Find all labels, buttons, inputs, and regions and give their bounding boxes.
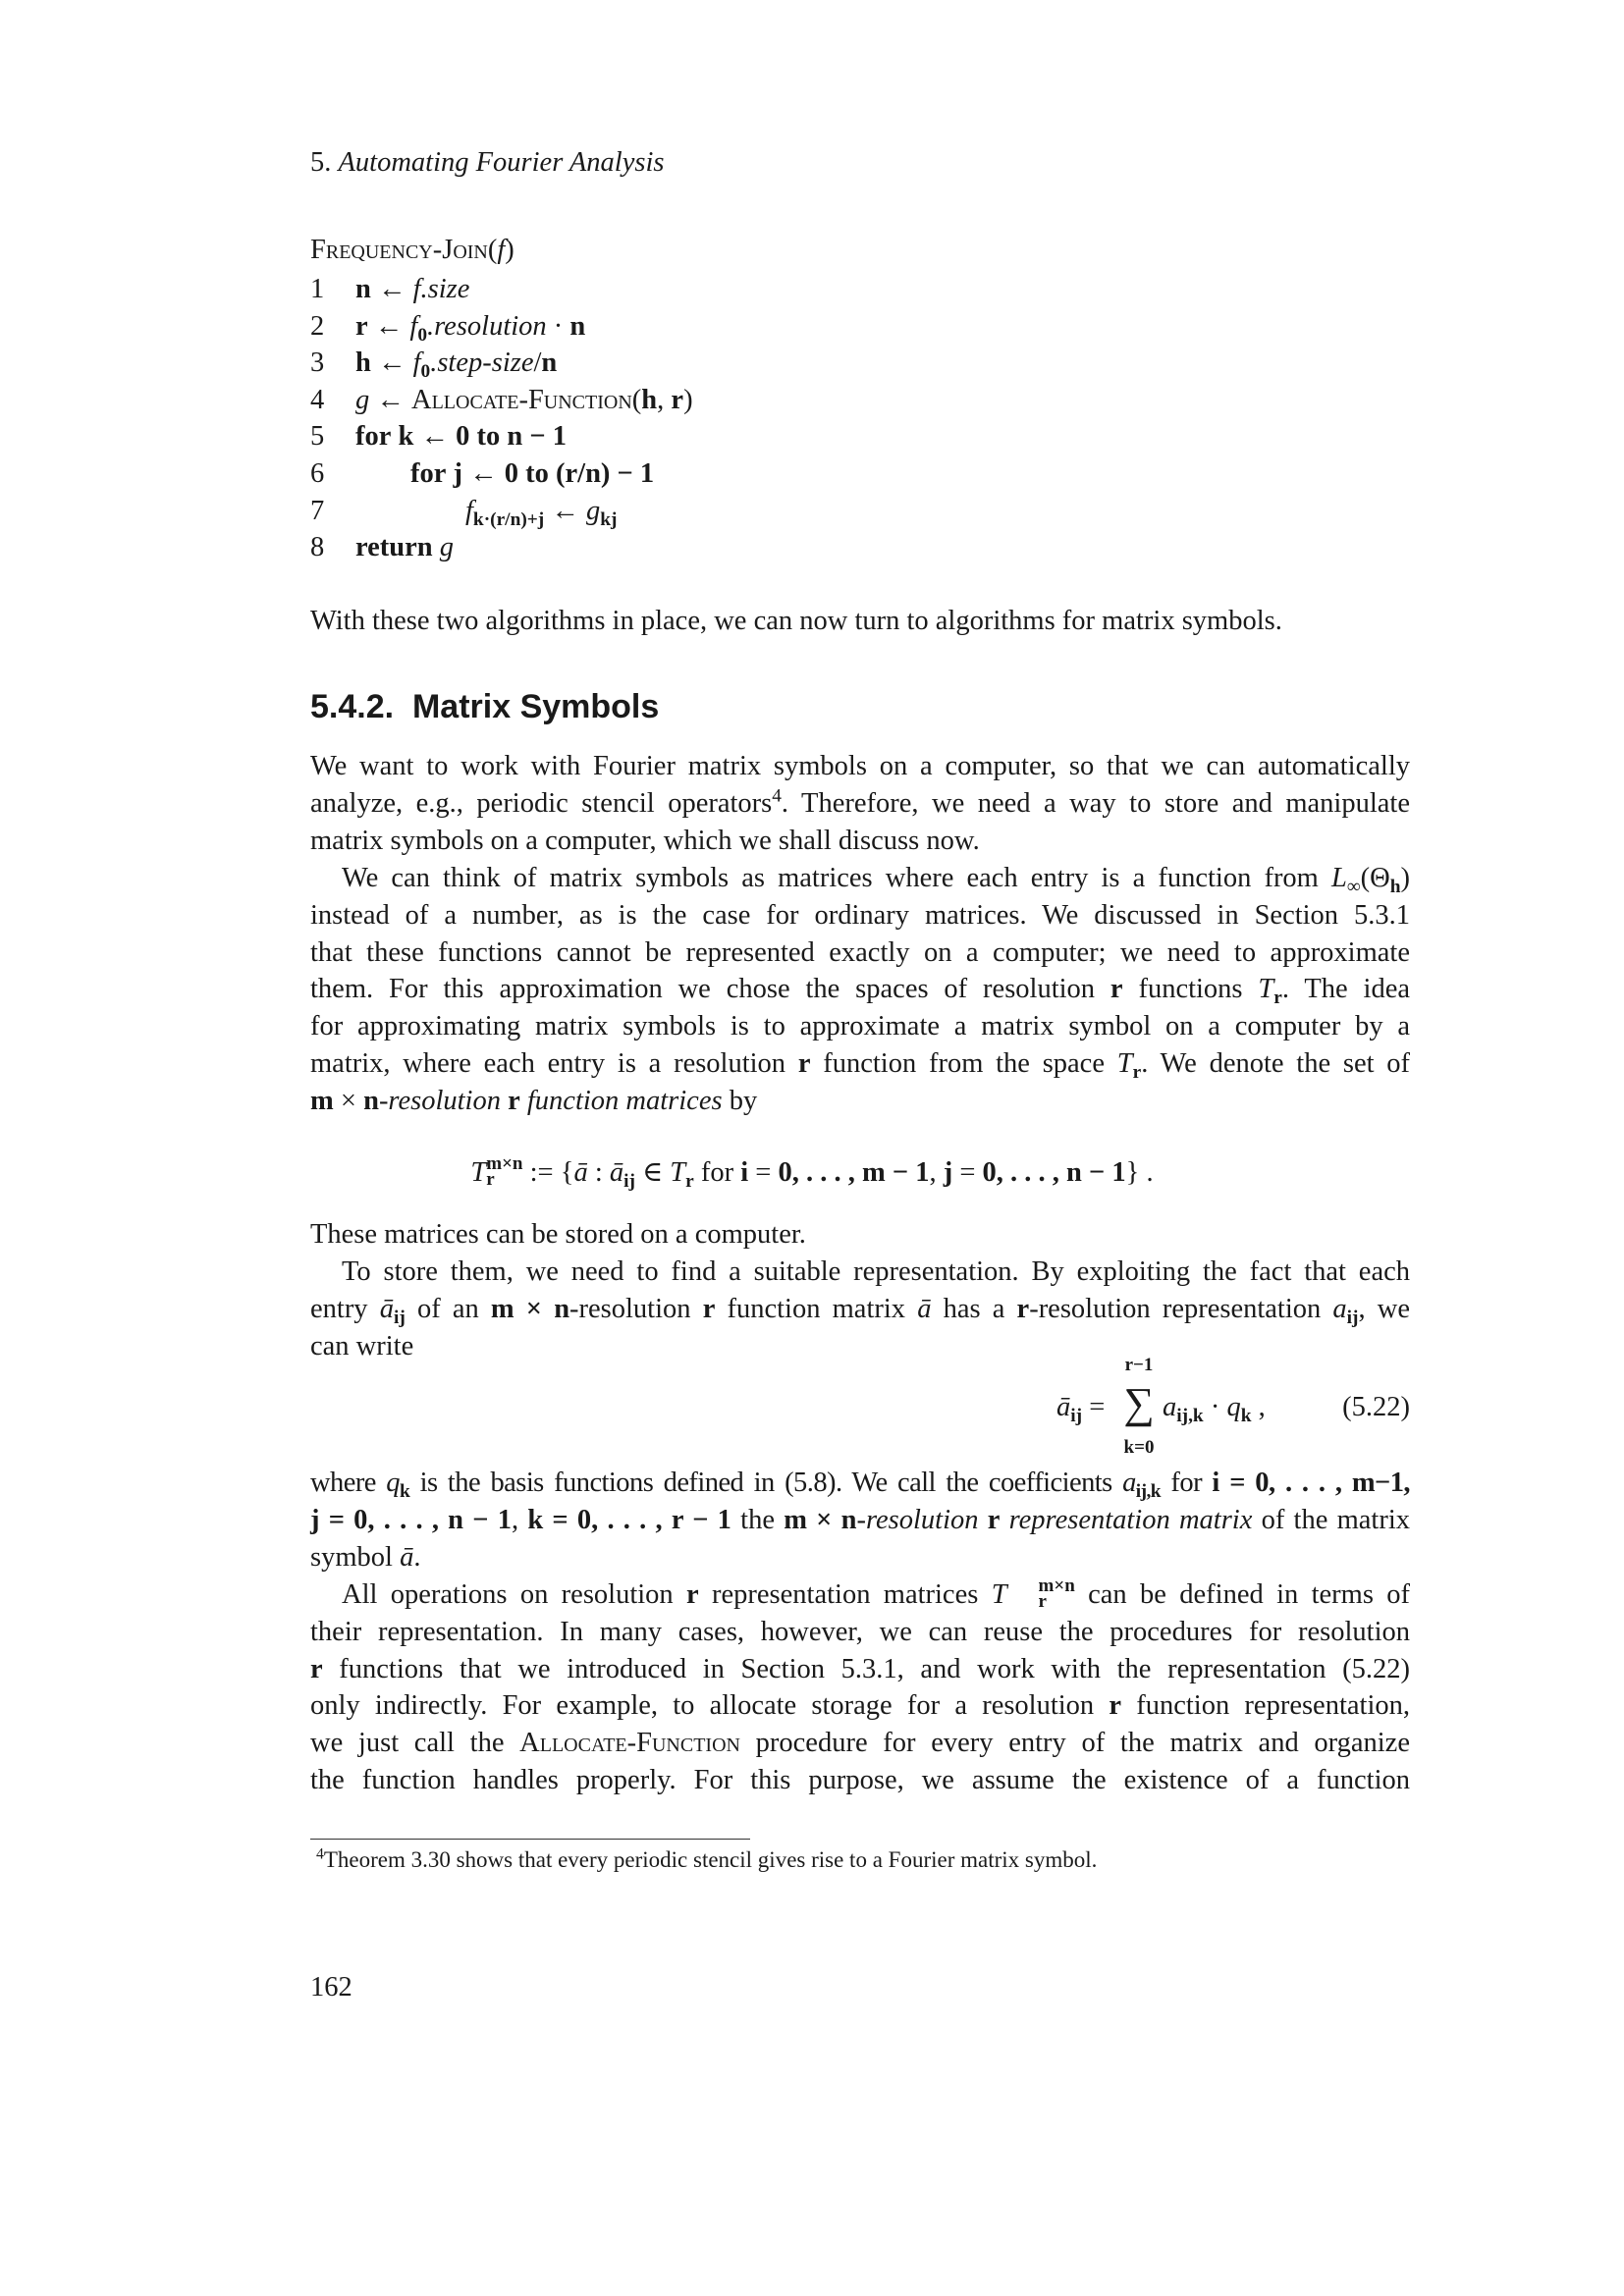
paragraph-2: We can think of matrix symbols as matrices where each entry is a function from $L_\infty(\Theta_h)$ instead of a number, as is the case for ordinary matrices. We discussed in Section 5.3.1 that these functions cannot be represented exactly on a computer; we need to approximate them. For this approximation we chose the spaces of resolution r functions $T_r$. The idea for approximating matrix symbols is to approximate a matrix symbol on a computer by a matrix, where each entry is a resolution r function from the space $T_r$. We denote the set of m × n-resolution r function matrices by — [310, 863, 1411, 1116]
footnote-text: Theorem 3.30 shows that every periodic stencil gives rise to a Fourier matrix symbol. — [323, 1847, 1098, 1872]
chapter-number: 5. — [310, 147, 332, 178]
line-number: 6 — [310, 457, 325, 489]
equation-5-22 — [310, 1355, 1410, 1463]
running-header — [310, 145, 1410, 181]
line-number: 5 — [310, 421, 325, 453]
line-number: 1 — [310, 274, 325, 304]
paragraph-5: where $q_k$ is the basis functions defined in (5.8). We call the coefficients $a_{ij,k}$ for i = 0, . . . , m−1, j = 0, . . . , n − 1, k = 0, . . . , r − 1 the m × n-resolution r representation matrix of the matrix symbol ā. — [310, 1468, 1410, 1573]
algo-line-6: 6 for j ← 0 to (r/n) − 1 — [310, 455, 693, 493]
equation-number: (5.22) — [1342, 1392, 1410, 1422]
footnote-mark: 4 — [772, 785, 782, 807]
section-title: Matrix Symbols — [411, 688, 660, 725]
paragraph-3: These matrices can be stored on a computer. — [310, 1219, 806, 1250]
footnote — [316, 1845, 1097, 1875]
equation-function-matrix-set: T m×n r := {ā : $ā_{ij}$ ∈ $T_r$ for i = 0, . . . , m − 1, j = 0, . . . , n − 1} . — [470, 1153, 1154, 1192]
algo-line-3: 3 h ← $f_0.step-size/n$ — [310, 345, 693, 382]
line-number: 2 — [310, 310, 325, 342]
algo-line-2: 2 r ← $f_0.resolution \cdot n$ — [310, 308, 693, 346]
sum-expression: $ā_{ij}$ = r−1 ∑ k=0 $a_{ij,k} \cdot q_k$ , — [1056, 1355, 1266, 1458]
line-number: 4 — [310, 384, 325, 415]
footnote-number: 4 — [316, 1845, 324, 1863]
paragraph-6: All operations on resolution r representation matrices T m×n r can be defined in terms of their representation. In many cases, however, we can reuse the procedures for resolution r functions that we introduced in Section 5.3.1, and work with the representation (5.22) only indirectly. For example, to allocate storage for a resolution r function representation, we just call the Allocate-Function procedure for every entry of the matrix and organize the function handles properly. For this purpose, we assume the existence of a function — [310, 1575, 1410, 1795]
paragraph-1: We want to work with Fourier matrix symbols on a computer, so that we can automatically analyze, e.g., periodic stencil operators$^4$. Therefore, we need a way to store and manipulate matrix symbols on a computer, which we shall discuss now. — [310, 751, 1410, 856]
chapter-title: Automating Fourier Analysis — [338, 147, 665, 178]
line-number: 8 — [310, 532, 325, 563]
algo-line-5: 5 for k ← 0 to n − 1 — [310, 418, 693, 455]
algo-line-1: 1 n ← f.size — [310, 271, 693, 308]
section-number: 5.4.2. — [310, 688, 395, 725]
footnote-rule — [310, 1839, 750, 1840]
algo-line-7: 7 $f_{k\cdot(r/n)+j}$ ← $g_{kj}$ — [310, 493, 693, 530]
paragraph-4: To store them, we need to find a suitable representation. By exploiting the fact that each entry $ā_{ij}$ of an m × n-resolution r function matrix ā has a r-resolution representation $a_{ij}$, we can write — [310, 1256, 1411, 1362]
line-number: 7 — [310, 495, 325, 526]
section-heading — [310, 687, 659, 726]
line-number: 3 — [310, 347, 325, 379]
algo-line-4: 4 g ← Allocate-Function(h, r) — [310, 382, 693, 419]
page-number: 162 — [310, 1972, 352, 2002]
intro-sentence: With these two algorithms in place, we can now turn to algorithms for matrix symbols. — [310, 606, 1282, 636]
algo-line-8: 8 return g — [310, 529, 693, 566]
algorithm-title: Frequency-Join(f) — [310, 235, 514, 265]
algorithm-listing — [310, 232, 693, 566]
